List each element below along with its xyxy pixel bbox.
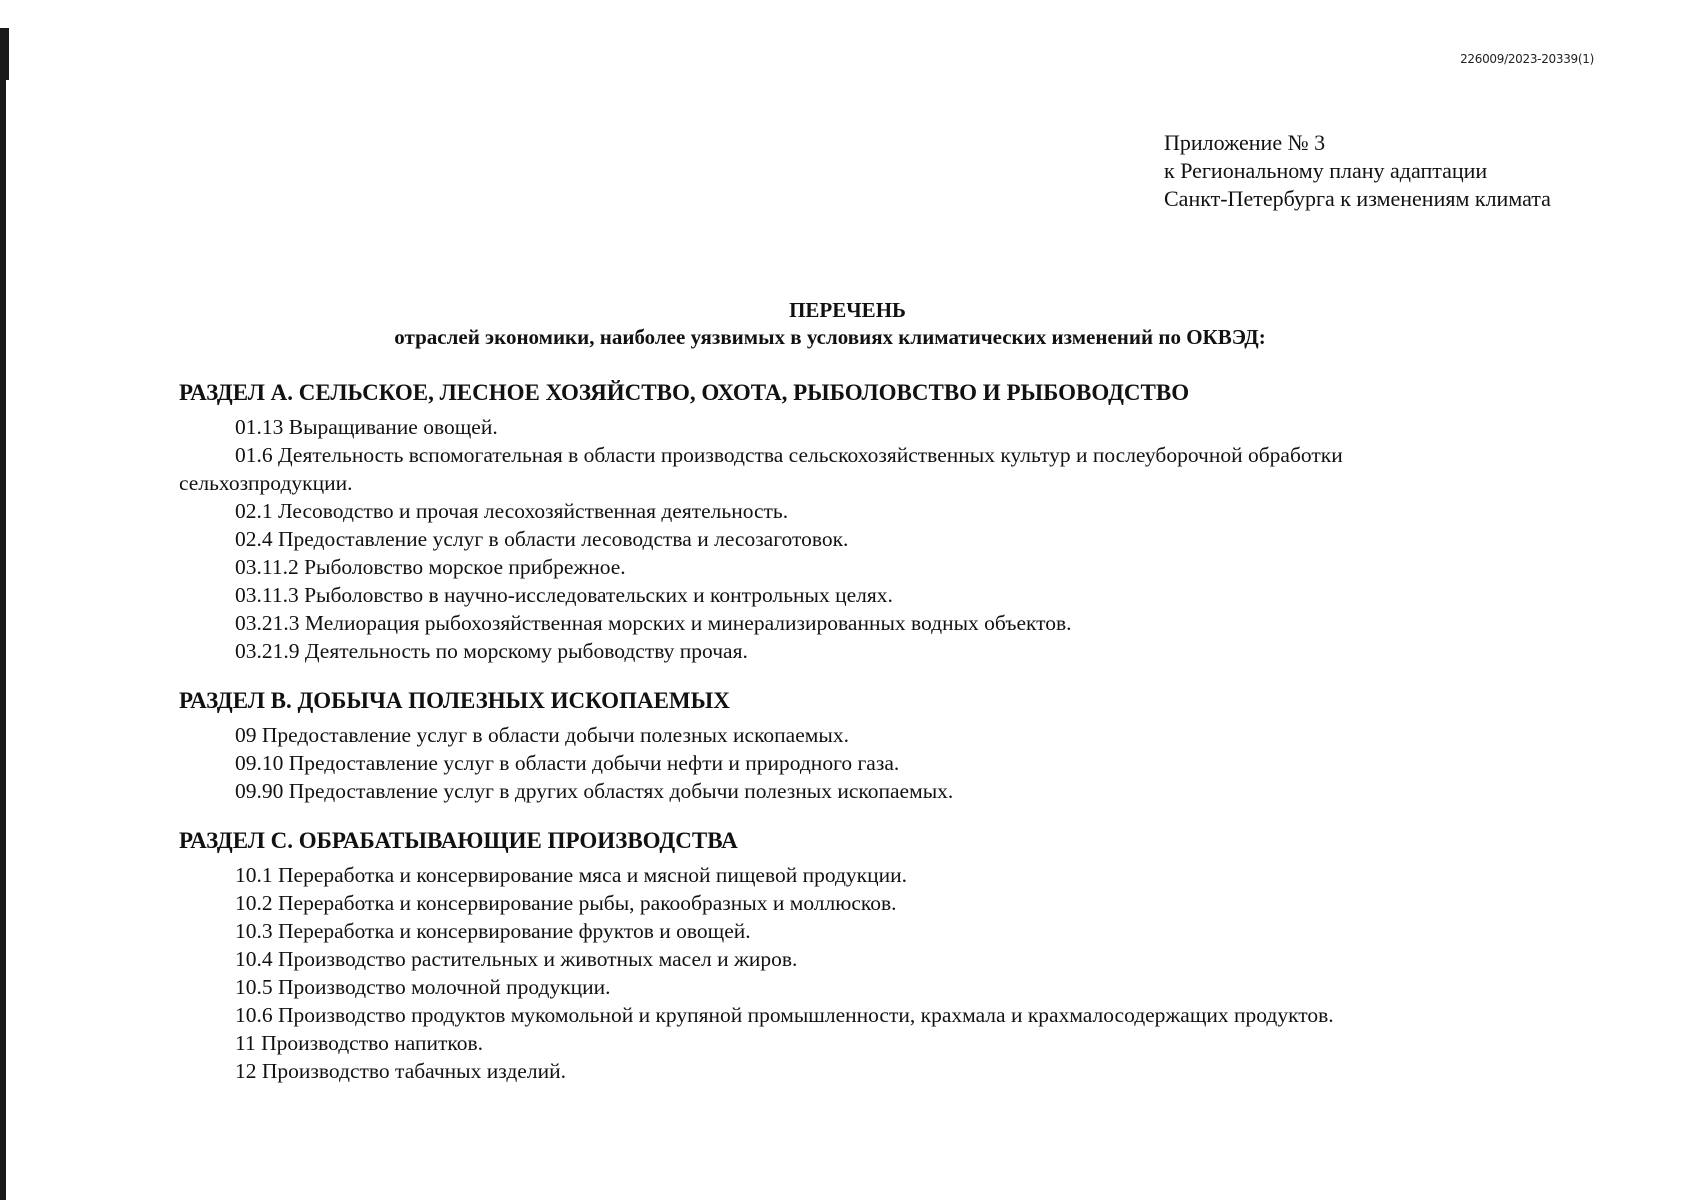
list-item: 10.3 Переработка и консервирование фруктов и овощей. (235, 919, 751, 943)
list-item: 02.4 Предоставление услуг в области лесоводства и лесозаготовок. (235, 527, 849, 551)
list-item: 01.13 Выращивание овощей. (235, 415, 498, 439)
document-subtitle: отраслей экономики, наиболее уязвимых в условиях климатических изменений по ОКВЭД: (394, 325, 1266, 349)
list-item: 01.6 Деятельность вспомогательная в области производства сельскохозяйственных культур и послеуборочной обработки сельхозпродукции. (179, 443, 1343, 495)
section-b-list (179, 721, 1519, 805)
list-item: 10.2 Переработка и консервирование рыбы, ракообразных и моллюсков. (235, 891, 897, 915)
list-item: 10.5 Производство молочной продукции. (235, 975, 611, 999)
section-heading-c: РАЗДЕЛ С. ОБРАБАТЫВАЮЩИЕ ПРОИЗВОДСТВА (179, 828, 738, 853)
list-item: 12 Производство табачных изделий. (235, 1059, 566, 1083)
document-body (179, 378, 1519, 1085)
document-registration-number: 226009/2023-20339(1) (1460, 52, 1594, 66)
appendix-block (1164, 129, 1551, 213)
list-item: 03.21.9 Деятельность по морскому рыбоводству прочая. (235, 639, 748, 663)
section-a-list (179, 413, 1519, 665)
list-item: 10.4 Производство растительных и животных масел и жиров. (235, 947, 798, 971)
appendix-line: к Региональному плану адаптации (1164, 158, 1488, 183)
list-item: 09.10 Предоставление услуг в области добычи нефти и природного газа. (235, 751, 900, 775)
section-heading-a: РАЗДЕЛ А. СЕЛЬСКОЕ, ЛЕСНОЕ ХОЗЯЙСТВО, ОХОТА, РЫБОЛОВСТВО И РЫБОВОДСТВО (179, 380, 1190, 405)
document-title: ПЕРЕЧЕНЬ (789, 298, 906, 322)
scan-edge-shadow (0, 28, 6, 1200)
section-c-list (179, 861, 1519, 1085)
list-item: 03.11.3 Рыболовство в научно-исследовательских и контрольных целях. (235, 583, 893, 607)
list-item: 09 Предоставление услуг в области добычи полезных ископаемых. (235, 723, 849, 747)
appendix-line: Приложение № 3 (1164, 130, 1326, 155)
list-item: 11 Производство напитков. (235, 1031, 484, 1055)
list-item: 10.1 Переработка и консервирование мяса и мясной пищевой продукции. (235, 863, 908, 887)
list-item: 10.6 Производство продуктов мукомольной и крупяной промышленности, крахмала и крахмалосодержащих продуктов. (235, 1003, 1334, 1027)
list-item: 03.11.2 Рыболовство морское прибрежное. (235, 555, 626, 579)
list-item: 09.90 Предоставление услуг в других областях добычи полезных ископаемых. (235, 779, 954, 803)
appendix-line: Санкт-Петербурга к изменениям климата (1164, 186, 1551, 211)
list-item: 03.21.3 Мелиорация рыбохозяйственная морских и минерализированных водных объектов. (235, 611, 1072, 635)
section-heading-b: РАЗДЕЛ В. ДОБЫЧА ПОЛЕЗНЫХ ИСКОПАЕМЫХ (179, 688, 730, 713)
scan-edge-mark (0, 28, 9, 80)
list-item: 02.1 Лесоводство и прочая лесохозяйственная деятельность. (235, 499, 789, 523)
